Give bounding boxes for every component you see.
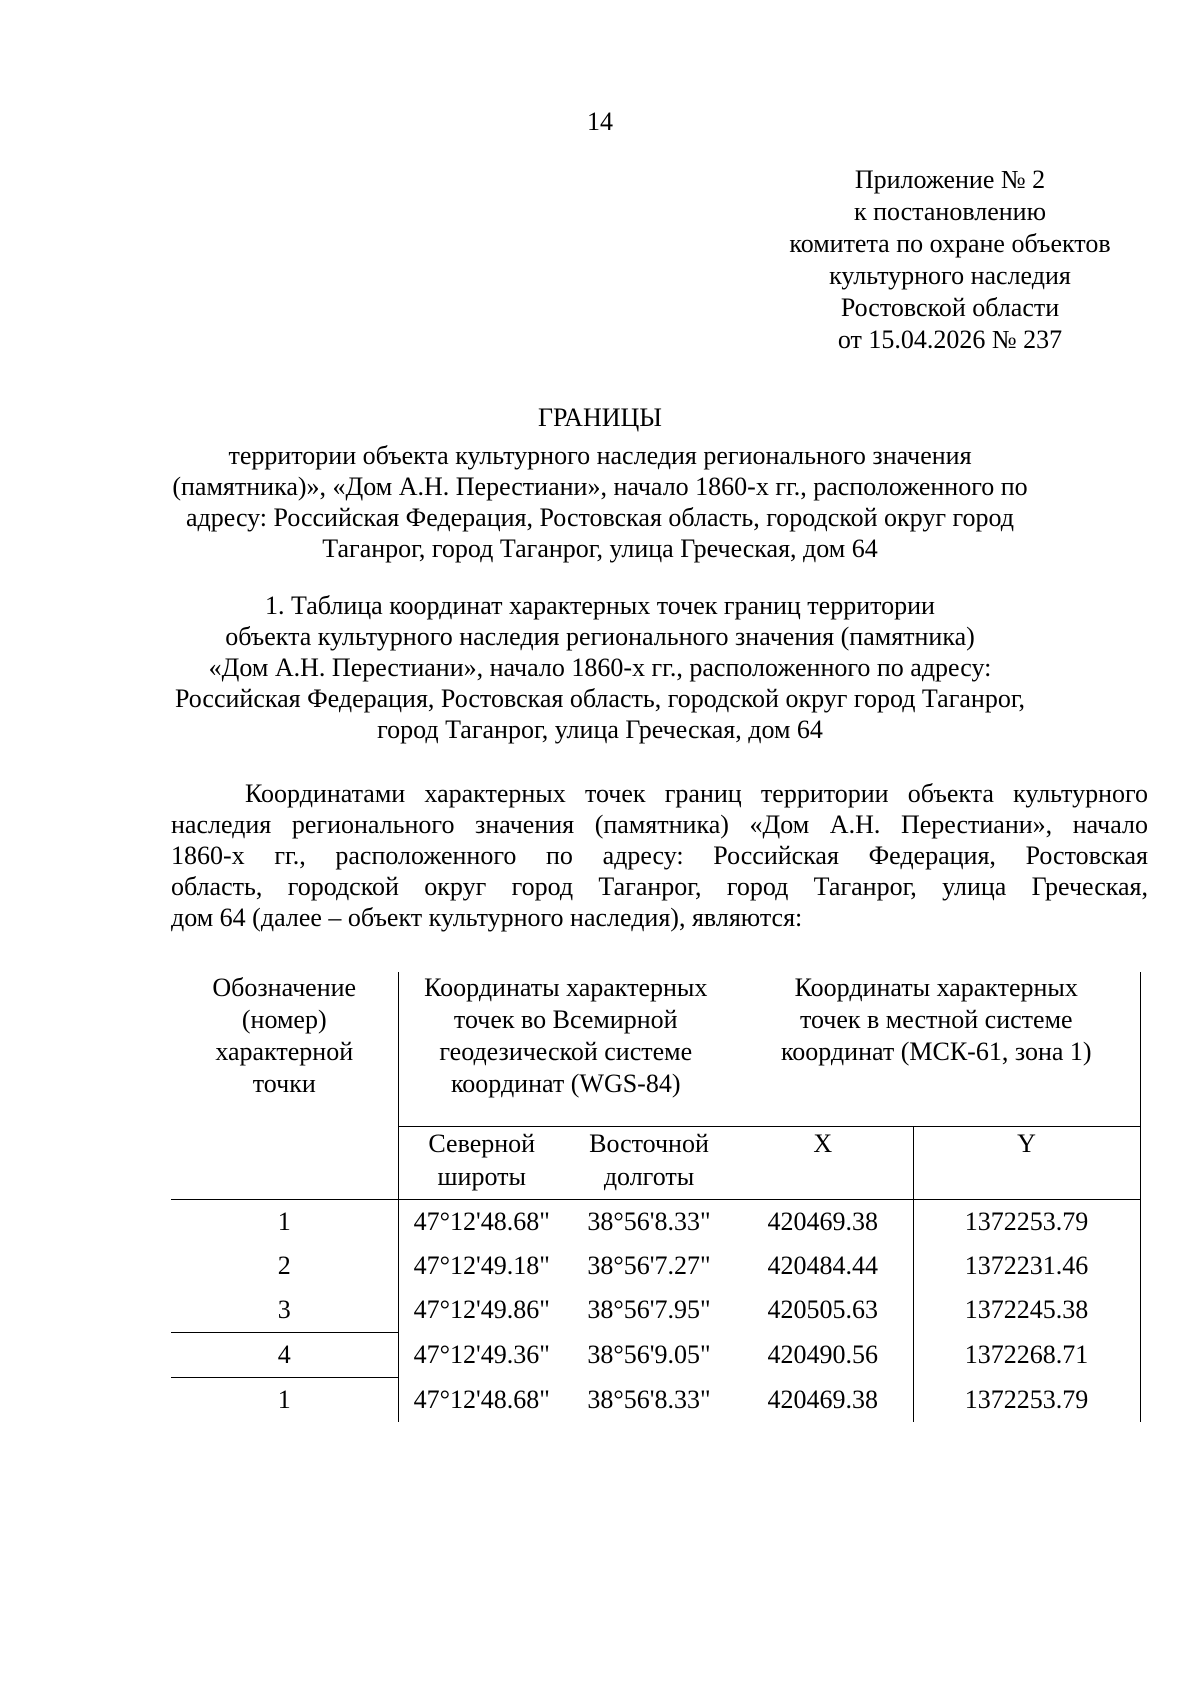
cell-y: 1372253.79 <box>913 1378 1140 1423</box>
cell-x: 420505.63 <box>733 1288 913 1333</box>
cell-point: 1 <box>171 1378 398 1423</box>
section-heading-line: «Дом А.Н. Перестиани», начало 1860-х гг., расположенного по адресу: <box>208 653 992 682</box>
header-line: координат (МСК-61, зона 1) <box>780 1037 1092 1066</box>
header-line: Координаты характерных <box>794 973 1078 1002</box>
cell-x: 420469.38 <box>733 1378 913 1423</box>
cell-longitude: 38°56'8.33" <box>587 1207 711 1236</box>
header-line: долготы <box>603 1162 695 1191</box>
cell-y: 1372231.46 <box>913 1244 1140 1288</box>
appendix-line: от 15.04.2026 № 237 <box>837 325 1063 354</box>
header-line: Восточной <box>589 1129 709 1158</box>
header-line: точки <box>252 1069 316 1098</box>
section-heading-line: 1. Таблица координат характерных точек границ территории <box>265 591 935 620</box>
cell-y: 1372245.38 <box>913 1288 1140 1333</box>
cell-latitude: 47°12'48.68" <box>413 1207 550 1236</box>
subtitle-line: адресу: Российская Федерация, Ростовская область, городской округ город <box>185 503 1014 532</box>
table-row <box>171 1244 1140 1288</box>
header-line: (номер) <box>241 1005 327 1034</box>
cell-longitude: 38°56'8.33" <box>587 1384 711 1414</box>
header-line: точек в местной системе <box>799 1005 1073 1034</box>
coordinates-table <box>171 972 1141 1422</box>
cell-x: 420490.56 <box>733 1333 913 1378</box>
paragraph-line: Координатами характерных точек границ территории объекта культурного <box>245 779 1148 808</box>
header-line: геодезической системе <box>439 1037 693 1066</box>
paragraph-line: дом 64 (далее – объект культурного наследия), являются: <box>171 903 803 932</box>
section-heading-line: Российская Федерация, Ростовская область, городской округ город Таганрог, <box>174 684 1026 713</box>
paragraph-line: 1860-х гг., расположенного по адресу: Российская Федерация, Ростовская <box>171 841 1148 870</box>
cell-longitude: 38°56'7.95" <box>587 1295 711 1324</box>
appendix-line: Приложение № 2 <box>854 165 1046 194</box>
header-msk61 <box>733 972 1140 1127</box>
appendix-line: Ростовской области <box>840 293 1060 322</box>
paragraph-line: область, городской округ город Таганрог, город Таганрог, улица Греческая, <box>171 872 1148 901</box>
subtitle-line: Таганрог, город Таганрог, улица Греческая, дом 64 <box>322 534 878 563</box>
cell-latitude: 47°12'49.86" <box>413 1295 550 1324</box>
cell-point: 4 <box>171 1333 398 1378</box>
document-subtitle <box>120 440 1080 564</box>
header-y: Y <box>913 1127 1140 1200</box>
header-point-designation <box>171 972 398 1200</box>
cell-point: 3 <box>171 1288 398 1333</box>
header-x: X <box>733 1127 913 1200</box>
cell-point: 1 <box>171 1200 398 1245</box>
table-row <box>171 1378 1140 1423</box>
header-line: Координаты характерных <box>424 973 708 1002</box>
cell-latitude: 47°12'49.18" <box>413 1251 550 1280</box>
cell-y: 1372268.71 <box>913 1333 1140 1378</box>
header-line: точек во Всемирной <box>453 1005 678 1034</box>
header-line: широты <box>437 1162 526 1191</box>
appendix-line: культурного наследия <box>829 261 1071 290</box>
header-latitude <box>398 1127 565 1200</box>
subtitle-line: территории объекта культурного наследия регионального значения <box>228 441 972 470</box>
cell-y: 1372253.79 <box>913 1200 1140 1245</box>
header-longitude <box>565 1127 733 1200</box>
appendix-line: комитета по охране объектов <box>789 229 1111 258</box>
paragraph-line: наследия регионального значения (памятника) «Дом А.Н. Перестиани», начало <box>171 810 1148 839</box>
cell-latitude: 47°12'49.36" <box>413 1339 550 1369</box>
appendix-line: к постановлению <box>853 197 1047 226</box>
cell-point: 2 <box>171 1244 398 1288</box>
cell-latitude: 47°12'48.68" <box>413 1384 550 1414</box>
header-line: координат (WGS-84) <box>450 1069 681 1098</box>
section-heading <box>120 590 1080 745</box>
table-row <box>171 1288 1140 1333</box>
section-heading-line: город Таганрог, улица Греческая, дом 64 <box>377 715 823 744</box>
page-number: 14 <box>587 107 613 136</box>
header-wgs84 <box>398 972 733 1127</box>
table-header-row <box>171 972 1140 1127</box>
cell-x: 420469.38 <box>733 1200 913 1245</box>
appendix-block <box>740 164 1160 356</box>
header-line: характерной <box>215 1037 354 1066</box>
document-title: ГРАНИЦЫ <box>538 403 662 432</box>
cell-longitude: 38°56'7.27" <box>587 1251 711 1280</box>
body-paragraph <box>171 778 1148 933</box>
section-heading-line: объекта культурного наследия регионального значения (памятника) <box>225 622 975 651</box>
subtitle-line: (памятника)», «Дом А.Н. Перестиани», начало 1860-х гг., расположенного по <box>172 472 1028 501</box>
cell-x: 420484.44 <box>733 1244 913 1288</box>
table-row <box>171 1333 1140 1378</box>
table-row <box>171 1200 1140 1245</box>
header-line: Северной <box>428 1129 536 1158</box>
cell-longitude: 38°56'9.05" <box>587 1339 711 1369</box>
header-line: Обозначение <box>212 973 357 1002</box>
